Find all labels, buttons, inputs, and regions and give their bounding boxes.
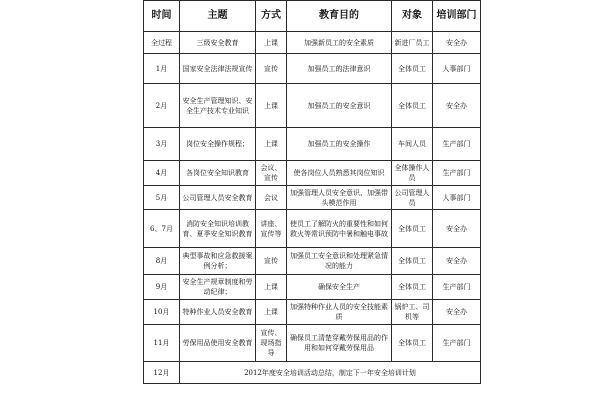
cell-topic: 岗位安全操作规程；: [180, 128, 256, 161]
cell-purpose: 加强员工安全意识和处理紧急情况的能力: [287, 248, 392, 275]
cell-purpose: 确保员工清楚穿戴劳保用品的作用和如何穿戴劳保用品: [287, 325, 392, 362]
header-audience: 对象: [392, 1, 433, 32]
cell-purpose: 加强新员工的安全素质: [287, 32, 392, 54]
cell-department: 生产部门: [433, 325, 481, 362]
table-row: [144, 325, 481, 362]
cell-time: 6、7月: [144, 210, 180, 248]
header-topic: 主题: [180, 1, 256, 32]
cell-topic: 消防安全知识培训教育、夏季安全知识教育: [180, 210, 256, 248]
cell-purpose: 加强员工的安全操作: [287, 128, 392, 161]
cell-topic: 各岗位安全知识教育: [180, 161, 256, 186]
table-row: [144, 210, 481, 248]
cell-topic: 劳保用品使用安全教育: [180, 325, 256, 362]
cell-time: 8月: [144, 248, 180, 275]
cell-method: 宣传、现场指导: [256, 325, 287, 362]
cell-audience: 新进厂员工: [392, 32, 433, 54]
cell-topic: 安全生产规章制度和劳动纪律；: [180, 275, 256, 300]
table-row: [144, 32, 481, 54]
cell-department: 生产部门: [433, 275, 481, 300]
cell-time: 4月: [144, 161, 180, 186]
cell-audience: 全体员工: [392, 275, 433, 300]
table-header-row: [144, 1, 481, 32]
cell-department: 生产部门: [433, 161, 481, 186]
cell-time: 10月: [144, 300, 180, 325]
cell-topic: 公司管理人员安全教育: [180, 186, 256, 210]
cell-topic: 特种作业人员安全教育: [180, 300, 256, 325]
cell-topic: 安全生产管理知识、安全生产技术专业知识: [180, 84, 256, 128]
cell-purpose: 确保安全生产: [287, 275, 392, 300]
cell-department: 安全办: [433, 32, 481, 54]
cell-audience: 全体员工: [392, 210, 433, 248]
cell-time: 2月: [144, 84, 180, 128]
cell-audience: 全体操作人员: [392, 161, 433, 186]
cell-audience: 车间人员: [392, 128, 433, 161]
table-row: [144, 161, 481, 186]
cell-department: 安全办: [433, 84, 481, 128]
cell-topic: 典型事故和应急救援案例分析；: [180, 248, 256, 275]
cell-audience: 锅炉工、司机等: [392, 300, 433, 325]
cell-method: 宣传: [256, 248, 287, 275]
cell-method: 上课: [256, 84, 287, 128]
cell-audience: 全体员工: [392, 248, 433, 275]
cell-time: 1月: [144, 54, 180, 84]
cell-department: 安全办: [433, 248, 481, 275]
cell-method: 上课: [256, 300, 287, 325]
summary-cell: 2012年度安全培训活动总结，制定下一年安全培训计划: [180, 362, 481, 384]
cell-department: 生产部门: [433, 128, 481, 161]
training-plan-table: [143, 0, 481, 384]
table-row: [144, 300, 481, 325]
cell-audience: 全体员工: [392, 84, 433, 128]
cell-method: 上课: [256, 32, 287, 54]
table-row: [144, 84, 481, 128]
cell-method: 上课: [256, 275, 287, 300]
cell-time: 3月: [144, 128, 180, 161]
cell-method: 上课: [256, 128, 287, 161]
cell-topic: 国家安全法律法规宣传: [180, 54, 256, 84]
cell-department: 安全办: [433, 300, 481, 325]
cell-department: 人事部门: [433, 186, 481, 210]
table-row: [144, 54, 481, 84]
table-row: [144, 248, 481, 275]
table-footer-row: [144, 362, 481, 384]
header-time: 时间: [144, 1, 180, 32]
cell-time: 全过程: [144, 32, 180, 54]
training-plan-document: [143, 0, 481, 384]
table-row: [144, 186, 481, 210]
cell-time: 9月: [144, 275, 180, 300]
cell-method: 会议、宣传: [256, 161, 287, 186]
cell-method: 宣传: [256, 54, 287, 84]
cell-purpose: 加强员工的安全意识: [287, 84, 392, 128]
header-method: 方式: [256, 1, 287, 32]
header-purpose: 教育目的: [287, 1, 392, 32]
table-row: [144, 275, 481, 300]
cell-department: 安全办: [433, 210, 481, 248]
cell-time: 5月: [144, 186, 180, 210]
cell-method: 讲座、宣传等: [256, 210, 287, 248]
cell-audience: 全体员工: [392, 325, 433, 362]
cell-department: 人事部门: [433, 54, 481, 84]
table-row: [144, 128, 481, 161]
cell-time: 12月: [144, 362, 180, 384]
header-department: 培训部门: [433, 1, 481, 32]
cell-purpose: 加强特种作业人员的安全技能素质: [287, 300, 392, 325]
cell-method: 会议: [256, 186, 287, 210]
cell-purpose: 加强员工的法律意识: [287, 54, 392, 84]
cell-time: 11月: [144, 325, 180, 362]
cell-topic: 三级安全教育: [180, 32, 256, 54]
cell-audience: 全体员工: [392, 54, 433, 84]
cell-purpose: 使员工了解防火的重要性和如何救火等常识预防中暑和触电事故: [287, 210, 392, 248]
cell-purpose: 使各岗位人员熟悉其岗位知识: [287, 161, 392, 186]
cell-audience: 公司管理人员: [392, 186, 433, 210]
cell-purpose: 加强管理人员安全意识、加强带头模范作用: [287, 186, 392, 210]
